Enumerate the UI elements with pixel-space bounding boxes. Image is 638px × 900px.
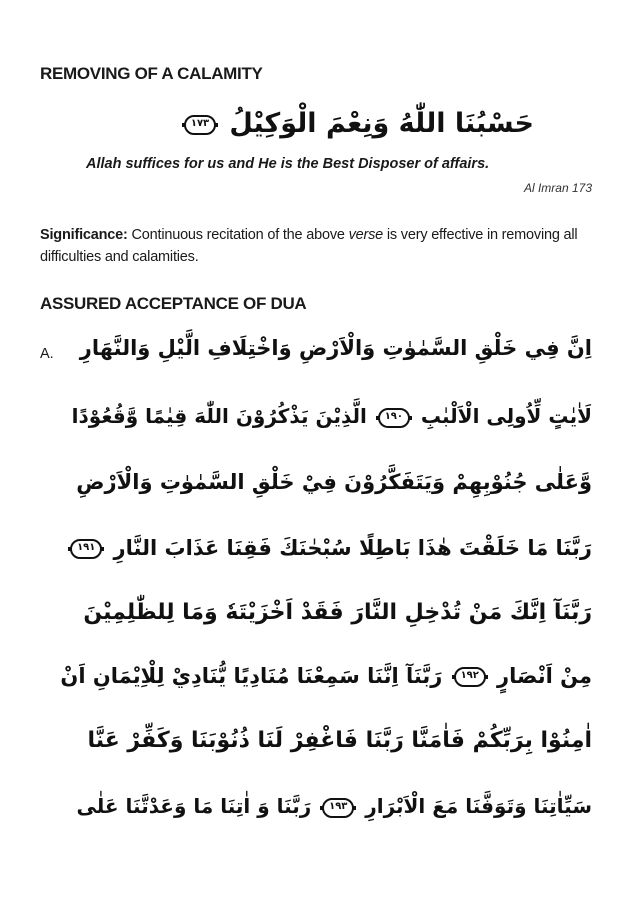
significance-label: Significance: [40, 227, 128, 243]
significance-verse-word: verse [348, 227, 384, 243]
arabic-line-6 [60, 664, 592, 688]
ayah-number-marker [322, 798, 354, 818]
section-heading-assured-acceptance: ASSURED ACCEPTANCE OF DUA [40, 294, 307, 313]
arabic-line-text: اٰمِنُوْا بِرَبِّكُمْ فَاٰمَنَّا رَبَّنَا فَاغْفِرْ لَنَا ذُنُوْبَنَا وَكَفِّرْ عَنَّا [87, 728, 592, 753]
arabic-line-text: وَّعَلٰى جُنُوْبِهِمْ وَيَتَفَكَّرُوْنَ فِيْ خَلْقِ السَّمٰوٰتِ وَالْاَرْضِ [76, 470, 592, 494]
arabic-verse-text: حَسْبُنَا اللّٰهُ وَنِعْمَ الْوَكِيْلُ [229, 108, 534, 139]
ayah-number-marker [378, 408, 410, 428]
arabic-line-text: رَبَّنَآ اِنَّنَا سَمِعْنَا مُنَادِيًا يُّنَادِيْ لِلْاِيْمَانِ اَنْ [60, 664, 443, 688]
item-marker-a: A. [40, 346, 54, 362]
ayah-number-text: ١٩١ [77, 542, 96, 553]
ayah-number-text: ١٩٣ [329, 800, 348, 812]
arabic-line-text: رَبَّنَا مَا خَلَقْتَ هٰذَا بَاطِلًا سُبْحٰنَكَ فَقِنَا عَذَابَ النَّارِ [113, 536, 592, 560]
arabic-verse-hasbunallah [180, 108, 534, 139]
section-heading-removing-calamity: REMOVING OF A CALAMITY [40, 64, 263, 83]
arabic-line-3 [76, 470, 592, 494]
arabic-line-text: رَبَّنَآ اِنَّكَ مَنْ تُدْخِلِ النَّارَ فَقَدْ اَخْزَيْتَهٗ وَمَا لِلظّٰلِمِيْنَ [83, 600, 592, 625]
arabic-line-4 [66, 536, 592, 560]
arabic-line-text: لَاٰيٰتٍ لِّاُولِى الْاَلْبٰبِ [420, 404, 592, 428]
arabic-line-7 [87, 728, 592, 753]
ayah-number-text: ١٧٣ [190, 117, 210, 129]
verse-source-reference: Al Imran 173 [523, 181, 592, 195]
ayah-number-marker [184, 115, 216, 135]
arabic-line-8 [77, 794, 592, 818]
arabic-line-1 [80, 336, 592, 360]
arabic-line-text: الَّذِيْنَ يَذْكُرُوْنَ اللّٰهَ قِيٰمًا وَّقُعُوْدًا [71, 404, 367, 428]
ayah-number-marker [454, 667, 486, 687]
verse-translation: Allah suffices for us and He is the Best Disposer of affairs. [86, 156, 490, 172]
ayah-number-marker [70, 539, 102, 559]
arabic-line-2 [72, 404, 592, 428]
significance-text-part1: Continuous recitation of the above [127, 227, 349, 243]
ayah-number-text: ١٩٠ [384, 410, 404, 422]
ayah-number-text: ١٩٢ [460, 670, 479, 681]
arabic-line-text: مِنْ اَنْصَارٍ [497, 664, 592, 688]
arabic-line-5 [83, 600, 592, 625]
arabic-line-text: سَيِّاٰتِنَا وَتَوَفَّنَا مَعَ الْاَبْرَارِ [365, 794, 592, 818]
arabic-line-text: رَبَّنَا وَ اٰتِنَا مَا وَعَدْتَّنَا عَلٰى [76, 794, 312, 818]
significance-paragraph [40, 224, 600, 268]
significance-text-part2: is very effective in removing all difficulties and calamities. [40, 227, 578, 265]
arabic-line-text: اِنَّ فِي خَلْقِ السَّمٰوٰتِ وَالْاَرْضِ وَاخْتِلَافِ الَّيْلِ وَالنَّهَارِ [79, 336, 592, 360]
